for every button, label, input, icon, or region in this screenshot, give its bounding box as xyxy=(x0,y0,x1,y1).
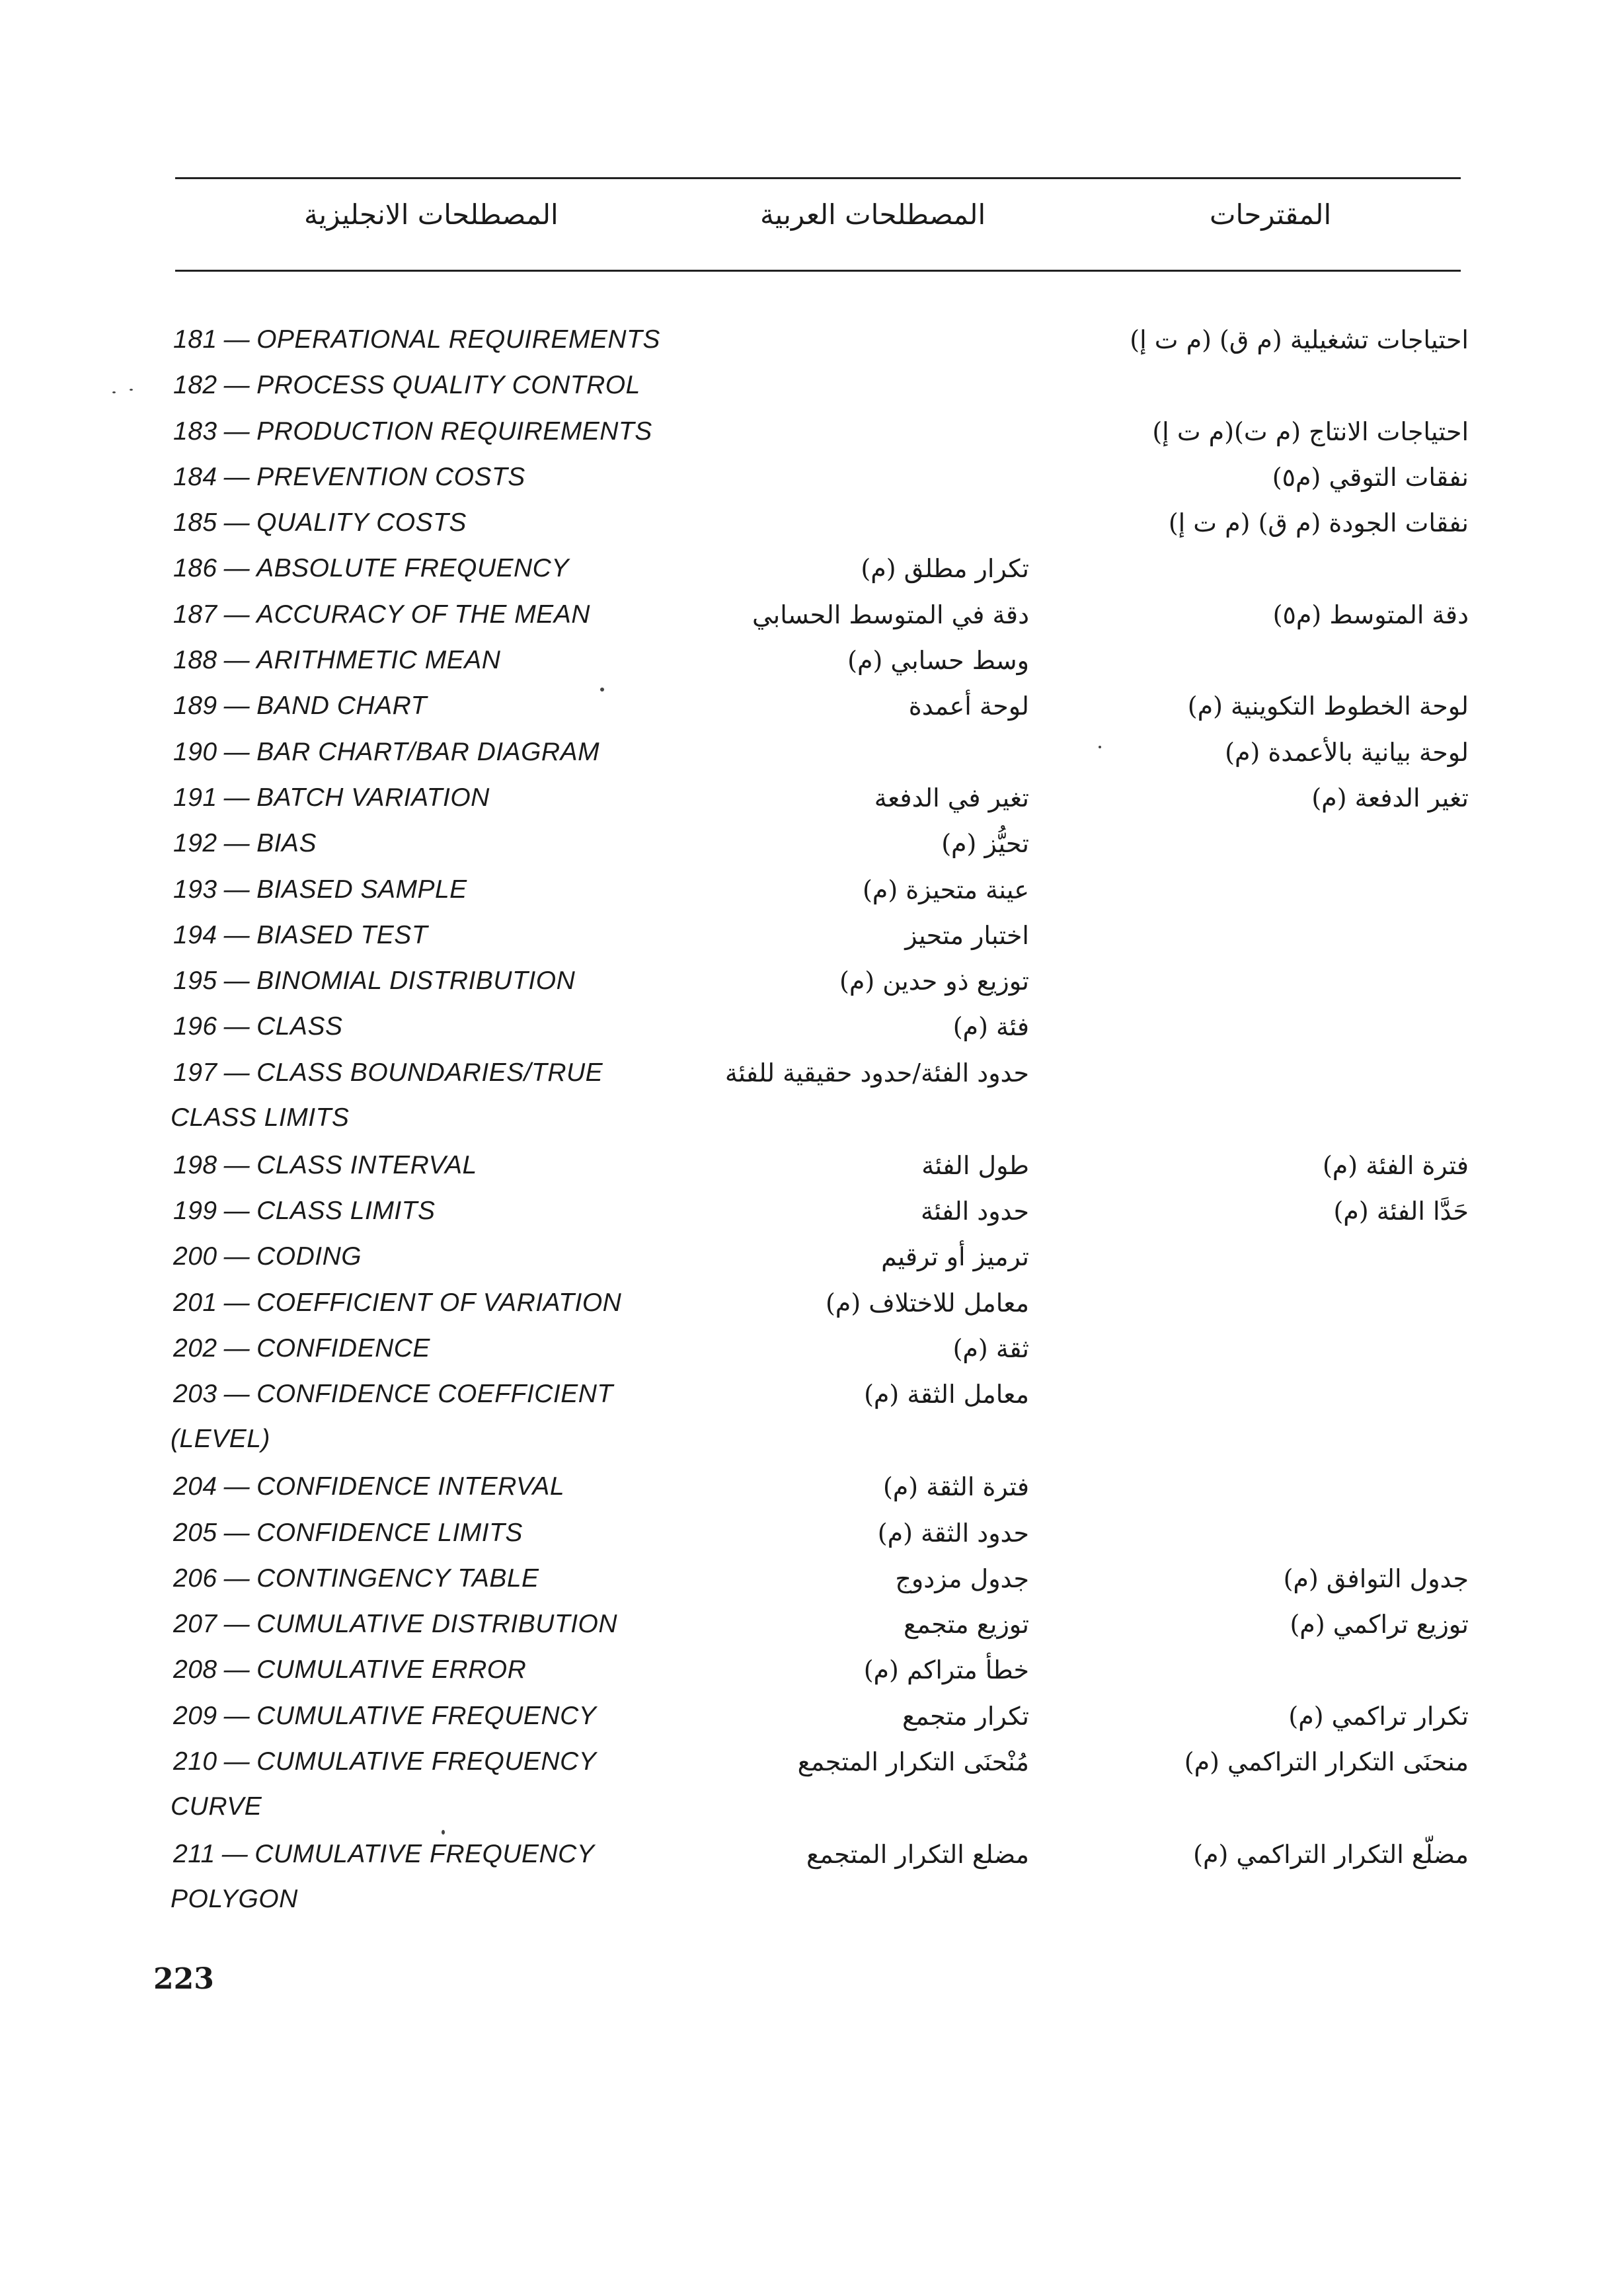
english-term-text: CUMULATIVE FREQUENCY xyxy=(256,1701,597,1730)
proposed-term: مضلّع التكرار التراكمي (م) xyxy=(1193,1840,1469,1870)
glossary-row xyxy=(0,1143,1624,1189)
glossary-row xyxy=(0,500,1624,546)
scan-speck xyxy=(1099,746,1101,748)
term-number: 196 xyxy=(173,1012,217,1041)
page-number: 223 xyxy=(153,1962,214,1996)
arabic-term: مضلع التكرار المتجمع xyxy=(806,1840,1029,1870)
glossary-row xyxy=(0,1647,1624,1693)
arabic-term: تغير في الدفعة xyxy=(874,783,1029,812)
term-dash: — xyxy=(223,1701,251,1730)
glossary-row xyxy=(0,317,1624,363)
arabic-term: اختبار متحيز xyxy=(905,920,1029,950)
glossary-row xyxy=(0,1464,1624,1510)
english-term-text: PROCESS QUALITY CONTROL xyxy=(256,371,640,400)
term-dash: — xyxy=(223,1288,251,1317)
english-term xyxy=(173,546,742,591)
term-dash: — xyxy=(223,1058,251,1087)
english-term xyxy=(173,959,742,1004)
arabic-term: ثقة (م) xyxy=(952,1333,1029,1363)
term-dash: — xyxy=(223,600,251,629)
english-term xyxy=(173,913,742,958)
english-term-text: CONFIDENCE INTERVAL xyxy=(256,1472,565,1501)
term-dash: — xyxy=(223,646,251,675)
term-number: 189 xyxy=(173,692,217,721)
term-number: 198 xyxy=(173,1150,217,1179)
header-bottom-rule xyxy=(175,270,1461,272)
english-term xyxy=(173,1602,742,1647)
english-term xyxy=(173,1647,742,1692)
glossary-row xyxy=(0,1050,1624,1143)
english-term-text: COEFFICIENT OF VARIATION xyxy=(256,1288,622,1317)
term-number: 190 xyxy=(173,737,217,766)
glossary-row xyxy=(0,1602,1624,1647)
english-term xyxy=(173,867,742,912)
term-dash: — xyxy=(223,1333,251,1363)
arabic-term: فئة (م) xyxy=(952,1012,1029,1042)
english-term xyxy=(173,455,742,500)
term-number: 192 xyxy=(173,829,217,858)
term-dash: — xyxy=(223,1564,251,1593)
english-term-text: ARITHMETIC MEAN xyxy=(256,646,501,675)
proposed-term: لوحة بيانية بالأعمدة (م) xyxy=(1225,737,1469,767)
term-number: 203 xyxy=(173,1380,217,1409)
glossary-row xyxy=(0,1281,1624,1326)
arabic-term: معامل للاختلاف (م) xyxy=(825,1288,1029,1318)
english-term-text: CODING xyxy=(256,1242,362,1271)
english-term xyxy=(173,638,742,683)
arabic-term: عينة متحيزة (م) xyxy=(862,875,1029,904)
english-term xyxy=(173,1511,742,1556)
glossary-row xyxy=(0,1004,1624,1050)
glossary-row xyxy=(0,1189,1624,1234)
english-term-text: CLASS LIMITS xyxy=(256,1197,436,1226)
arabic-term: ترميز أو ترقيم xyxy=(881,1242,1029,1272)
term-dash: — xyxy=(223,1472,251,1501)
term-number: 181 xyxy=(173,325,217,354)
term-number: 205 xyxy=(173,1518,217,1547)
arabic-term: دقة في المتوسط الحسابي xyxy=(752,600,1029,629)
english-term-text: ABSOLUTE FREQUENCY xyxy=(256,554,569,583)
proposed-term: تكرار تراكمي (م) xyxy=(1288,1701,1469,1731)
glossary-row xyxy=(0,1326,1624,1372)
term-dash: — xyxy=(223,554,251,583)
arabic-term: مُنْحنَى التكرار المتجمع xyxy=(797,1747,1029,1777)
english-term-text: QUALITY COSTS xyxy=(256,508,467,537)
proposed-term: حَدَّا الفئة (م) xyxy=(1333,1197,1469,1226)
arabic-term: توزيع ذو حدين (م) xyxy=(839,967,1029,996)
arabic-term: تحيُّز (م) xyxy=(941,829,1029,859)
english-term-continuation: (LEVEL) xyxy=(171,1425,270,1454)
english-term-text: CUMULATIVE ERROR xyxy=(256,1655,527,1684)
glossary-row xyxy=(0,1832,1624,1924)
english-term xyxy=(173,592,742,637)
term-number: 211 xyxy=(173,1840,215,1869)
arabic-term: تكرار متجمع xyxy=(902,1701,1029,1731)
term-number: 182 xyxy=(173,371,217,400)
english-term-text: BIASED TEST xyxy=(256,920,428,949)
term-dash: — xyxy=(223,462,251,491)
english-term-text: CONFIDENCE LIMITS xyxy=(256,1518,523,1547)
term-number: 193 xyxy=(173,875,217,904)
glossary-row xyxy=(0,730,1624,775)
glossary-row xyxy=(0,959,1624,1004)
term-number: 194 xyxy=(173,920,217,949)
top-rule xyxy=(175,177,1461,179)
english-term xyxy=(173,1050,742,1140)
english-term-text: OPERATIONAL REQUIREMENTS xyxy=(256,325,660,354)
glossary-table xyxy=(0,317,1624,1924)
glossary-row xyxy=(0,546,1624,592)
term-dash: — xyxy=(223,1518,251,1547)
english-term xyxy=(173,821,742,866)
term-number: 195 xyxy=(173,967,217,996)
english-term xyxy=(173,1739,742,1829)
term-number: 210 xyxy=(173,1747,217,1776)
english-term xyxy=(173,363,742,408)
scan-speck xyxy=(600,688,604,692)
glossary-row xyxy=(0,821,1624,867)
arabic-term: معامل الثقة (م) xyxy=(864,1380,1029,1409)
english-term-continuation: CLASS LIMITS xyxy=(171,1103,350,1132)
term-dash: — xyxy=(223,692,251,721)
term-number: 200 xyxy=(173,1242,217,1271)
arabic-term: لوحة أعمدة xyxy=(908,692,1029,721)
english-term-text: CUMULATIVE FREQUENCY xyxy=(254,1840,595,1869)
term-number: 183 xyxy=(173,416,217,446)
term-dash: — xyxy=(223,371,251,400)
english-term-text: CLASS INTERVAL xyxy=(256,1150,477,1179)
arabic-term: حدود الفئة xyxy=(921,1197,1029,1226)
english-term xyxy=(173,1189,742,1234)
header-proposals: المقترحات xyxy=(1210,198,1332,231)
term-dash: — xyxy=(223,1655,251,1684)
proposed-term: احتياجات الانتاج (م ت)(م ت إ) xyxy=(1152,416,1469,446)
term-number: 208 xyxy=(173,1655,217,1684)
english-term-text: CONTINGENCY TABLE xyxy=(256,1564,539,1593)
term-number: 206 xyxy=(173,1564,217,1593)
glossary-row xyxy=(0,775,1624,821)
term-dash: — xyxy=(223,829,251,858)
english-term-text: PRODUCTION REQUIREMENTS xyxy=(256,416,652,446)
glossary-row xyxy=(0,1372,1624,1464)
glossary-row xyxy=(0,913,1624,959)
term-dash: — xyxy=(223,1380,251,1409)
term-number: 207 xyxy=(173,1610,217,1639)
term-number: 191 xyxy=(173,783,217,812)
english-term-text: BATCH VARIATION xyxy=(256,783,490,812)
english-term xyxy=(173,317,742,362)
english-term-text: BIASED SAMPLE xyxy=(256,875,467,904)
arabic-term: فترة الثقة (م) xyxy=(882,1472,1029,1502)
term-dash: — xyxy=(223,325,251,354)
term-number: 201 xyxy=(173,1288,217,1317)
english-term-continuation: POLYGON xyxy=(171,1885,298,1914)
english-term-text: PREVENTION COSTS xyxy=(256,462,525,491)
term-dash: — xyxy=(223,737,251,766)
term-dash: — xyxy=(223,783,251,812)
scan-speck xyxy=(442,1830,445,1835)
term-dash: — xyxy=(223,1150,251,1179)
english-term-text: BIAS xyxy=(256,829,317,858)
glossary-row xyxy=(0,455,1624,500)
english-term-text: CUMULATIVE DISTRIBUTION xyxy=(256,1610,618,1639)
arabic-term: حدود الثقة (م) xyxy=(877,1518,1029,1548)
term-dash: — xyxy=(223,875,251,904)
term-dash: — xyxy=(223,967,251,996)
english-term xyxy=(173,1281,742,1326)
arabic-term: توزيع متجمع xyxy=(904,1610,1029,1640)
scan-speck xyxy=(130,389,133,391)
glossary-row xyxy=(0,638,1624,684)
proposed-term: تغير الدفعة (م) xyxy=(1311,783,1469,812)
term-number: 202 xyxy=(173,1333,217,1363)
glossary-row xyxy=(0,1694,1624,1739)
glossary-row xyxy=(0,1234,1624,1280)
glossary-row xyxy=(0,1511,1624,1556)
english-term xyxy=(173,730,742,775)
arabic-term: تكرار مطلق (م) xyxy=(861,554,1029,584)
term-number: 187 xyxy=(173,600,217,629)
proposed-term: منحنَى التكرار التراكمي (م) xyxy=(1184,1747,1469,1777)
term-dash: — xyxy=(221,1840,249,1869)
glossary-row xyxy=(0,684,1624,729)
term-number: 204 xyxy=(173,1472,217,1501)
english-term xyxy=(173,500,742,545)
english-term xyxy=(173,409,742,454)
scan-speck xyxy=(112,391,116,393)
english-term-text: BAR CHART/BAR DIAGRAM xyxy=(256,737,600,766)
term-dash: — xyxy=(223,920,251,949)
glossary-row xyxy=(0,363,1624,409)
english-term xyxy=(173,1556,742,1601)
term-dash: — xyxy=(223,1012,251,1041)
arabic-term: جدول مزدوج xyxy=(895,1564,1029,1593)
header-english-terms: المصطلحات الانجليزية xyxy=(304,198,559,231)
english-term-text: CLASS BOUNDARIES/TRUE xyxy=(256,1058,603,1087)
term-dash: — xyxy=(223,416,251,446)
proposed-term: دقة المتوسط (م٥) xyxy=(1272,600,1469,629)
term-number: 185 xyxy=(173,508,217,537)
english-term-text: CLASS xyxy=(256,1012,343,1041)
english-term xyxy=(173,1326,742,1371)
glossary-row xyxy=(0,592,1624,638)
english-term-text: BAND CHART xyxy=(256,692,427,721)
arabic-term: طول الفئة xyxy=(921,1150,1029,1180)
proposed-term: فترة الفئة (م) xyxy=(1322,1150,1469,1180)
term-number: 197 xyxy=(173,1058,217,1087)
term-dash: — xyxy=(223,1197,251,1226)
term-number: 184 xyxy=(173,462,217,491)
arabic-term: حدود الفئة/حدود حقيقية للفئة xyxy=(724,1058,1029,1088)
glossary-row xyxy=(0,1739,1624,1832)
english-term-text: CONFIDENCE xyxy=(256,1333,430,1363)
term-dash: — xyxy=(223,508,251,537)
english-term-text: CUMULATIVE FREQUENCY xyxy=(256,1747,597,1776)
arabic-term: خطأ متراكم (م) xyxy=(863,1655,1029,1685)
english-term xyxy=(173,1464,742,1509)
english-term xyxy=(173,1694,742,1739)
english-term xyxy=(173,775,742,820)
english-term xyxy=(173,1004,742,1049)
term-dash: — xyxy=(223,1610,251,1639)
english-term-continuation: CURVE xyxy=(171,1792,262,1821)
term-number: 188 xyxy=(173,646,217,675)
glossary-row xyxy=(0,1556,1624,1602)
english-term xyxy=(173,1832,742,1922)
arabic-term: وسط حسابي (م) xyxy=(847,646,1029,676)
english-term xyxy=(173,1372,742,1462)
english-term-text: BINOMIAL DISTRIBUTION xyxy=(256,967,576,996)
proposed-term: نفقات الجودة (م ق) (م ت إ) xyxy=(1168,508,1469,538)
term-dash: — xyxy=(223,1242,251,1271)
proposed-term: نفقات التوقي (م٥) xyxy=(1272,462,1469,492)
glossary-row xyxy=(0,409,1624,455)
proposed-term: احتياجات تشغيلية (م ق) (م ت إ) xyxy=(1130,325,1469,354)
english-term xyxy=(173,684,742,729)
proposed-term: لوحة الخطوط التكوينية (م) xyxy=(1187,692,1469,721)
term-number: 209 xyxy=(173,1701,217,1730)
english-term xyxy=(173,1234,742,1279)
header-arabic-terms: المصطلحات العربية xyxy=(760,198,986,231)
term-dash: — xyxy=(223,1747,251,1776)
english-term-text: ACCURACY OF THE MEAN xyxy=(256,600,590,629)
term-number: 199 xyxy=(173,1197,217,1226)
proposed-term: جدول التوافق (م) xyxy=(1283,1564,1469,1593)
english-term-text: CONFIDENCE COEFFICIENT xyxy=(256,1380,613,1409)
proposed-term: توزيع تراكمي (م) xyxy=(1290,1610,1469,1640)
glossary-row xyxy=(0,867,1624,913)
term-number: 186 xyxy=(173,554,217,583)
english-term xyxy=(173,1143,742,1188)
